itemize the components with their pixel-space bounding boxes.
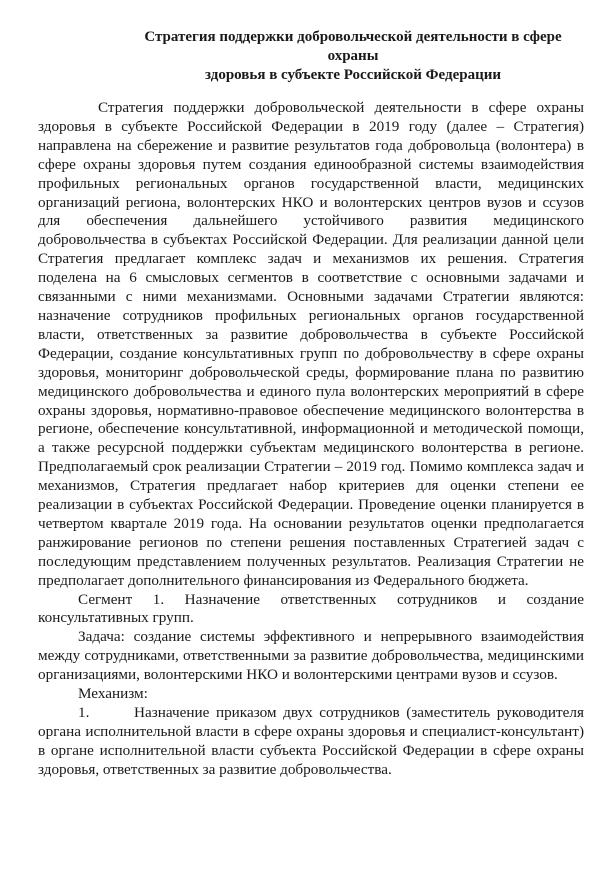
intro-paragraph: Стратегия поддержки добровольческой деятельности в сфере охраны здоровья в субъекте Российской Федерации в 2019 году (далее – Стратегия) направлена на сбережение и развитие результатов года добровольца (волонтера) в сфере охраны здоровья путем создания единообразной системы взаимодействия профильных региональных органов государственной власти, медицинских организаций региона, волонтерских НКО и волонтерских центров вузов и ссузов для обеспечения дальнейшего устойчивого развития медицинского добровольчества в субъектах Российской Федерации. Для реализации данной цели Стратегия предлагает комплекс задач и механизмов их решения. Стратегия поделена на 6 смысловых сегментов в соответствие с основными задачами и связанными с ними механизмами. Основными задачами Стратегии являются: назначение сотрудников профильных региональных органов государственной власти, ответственных за развитие добровольчества в субъекте Российской Федерации, создание консультативных групп по добровольчеству в сфере охраны здоровья, мониторинг добровольческой среды, формирование плана по развитию медицинского добровольчества и единого пула волонтерских мероприятий в сфере охраны здоровья, нормативно-правовое обеспечение медицинского волонтерства в регионе, обеспечение консультативной, информационной и методической помощи, а также ресурсной поддержки субъектам медицинского волонтерства в регионе. Предполагаемый срок реализации Стратегии – 2019 год. Помимо комплекса задач и механизмов, Стратегия предлагает набор критериев для оценки степени ее реализации в субъектах Российской Федерации. Проведение оценки планируется в четвертом квартале 2019 года. На основании результатов оценки предполагается ранжирование регионов по степени решения поставленных Стратегией задач с последующим представлением полученных результатов. Реализация Стратегии не предполагает дополнительного финансирования из Федерального бюджета.	[38, 99, 584, 589]
document-page	[38, 28, 584, 780]
document-title	[38, 28, 584, 85]
title-line-1: Стратегия поддержки добровольческой деятельности в сфере охраны	[144, 29, 562, 64]
task-paragraph: Задача: создание системы эффективного и непрерывного взаимодействия между сотрудниками, ответственными за развитие добровольчества, медицинскими организациями, волонтерскими НКО и волонтерскими центрами вузов и ссузов.	[38, 628, 584, 684]
mechanism-item-1-text: Назначение приказом двух сотрудников (заместитель руководителя органа исполнительной власти в сфере охраны здоровья и специалист-консультант) в органе исполнительной власти субъекта Российской Федерации в сфере охраны здоровья, ответственных за развитие добровольчества.	[38, 704, 584, 778]
mechanism-label: Механизм:	[78, 685, 148, 703]
mechanism-item-1-number: 1.	[78, 704, 90, 721]
segment-1-heading: Сегмент 1. Назначение ответственных сотрудников и создание консультативных групп.	[38, 590, 584, 627]
mechanism-item-1	[38, 704, 584, 780]
title-line-2: здоровья в субъекте Российской Федерации	[204, 67, 501, 83]
